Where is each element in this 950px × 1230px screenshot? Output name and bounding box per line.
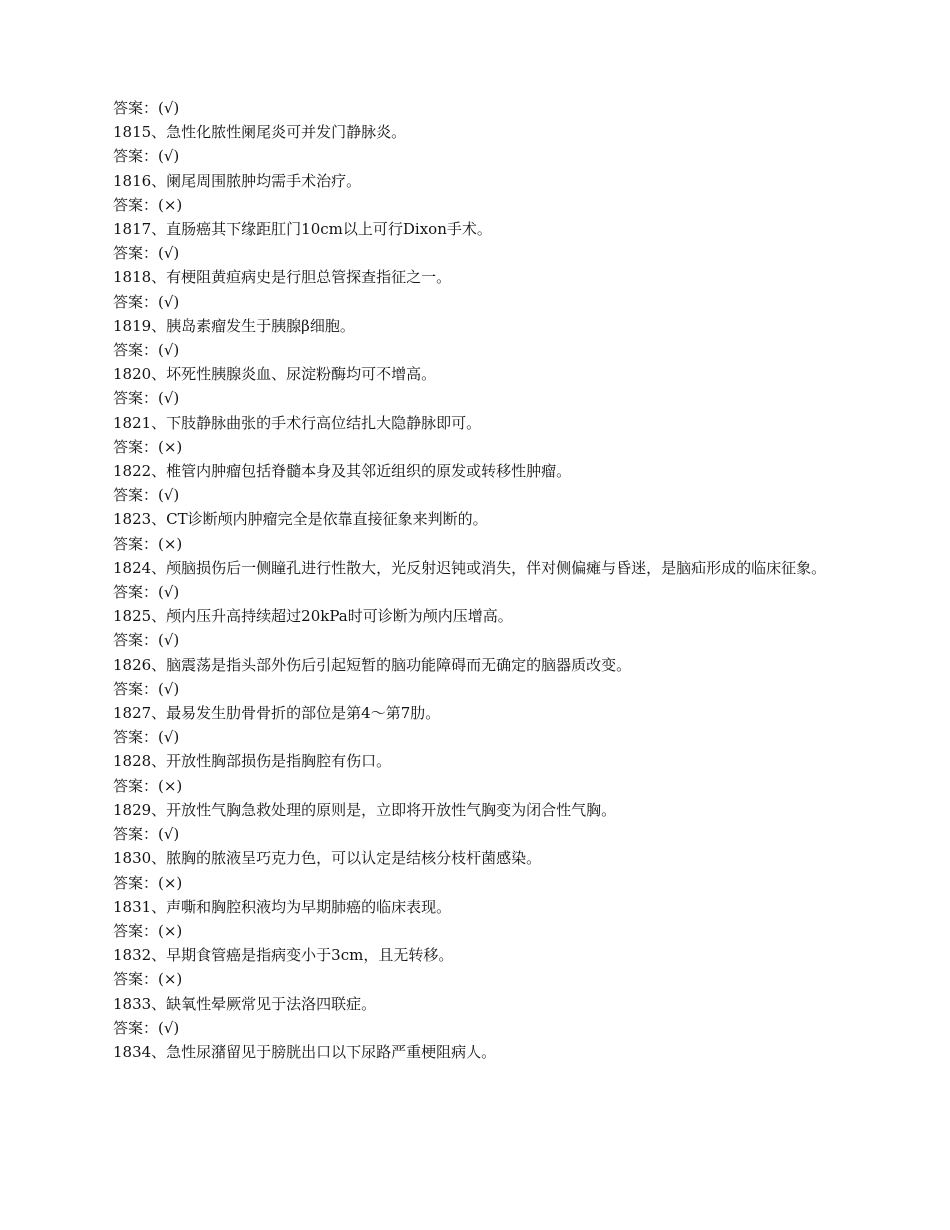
answer-text: 答案：(√) bbox=[113, 1018, 180, 1037]
answer-text: 答案：(×) bbox=[113, 970, 183, 989]
answer-text: 答案：(√) bbox=[113, 244, 180, 263]
answer-text: 答案：(×) bbox=[113, 534, 183, 553]
answer-text: 答案：(√) bbox=[113, 631, 180, 650]
answer-text: 答案：(√) bbox=[113, 486, 180, 505]
question-text: 1826、脑震荡是指头部外伤后引起短暂的脑功能障碍而无确定的脑器质改变。 bbox=[113, 655, 632, 674]
question-text: 1819、胰岛素瘤发生于胰腺β细胞。 bbox=[113, 316, 355, 335]
question-text: 1830、脓胸的脓液呈巧克力色，可以认定是结核分枝杆菌感染。 bbox=[113, 849, 542, 868]
answer-text: 答案：(√) bbox=[113, 825, 180, 844]
question-text: 1818、有梗阻黄疸病史是行胆总管探查指征之一。 bbox=[113, 268, 452, 287]
answer-text: 答案：(×) bbox=[113, 776, 183, 795]
question-text: 1815、急性化脓性阑尾炎可并发门静脉炎。 bbox=[113, 123, 407, 142]
question-text: 1829、开放性气胸急救处理的原则是，立即将开放性气胸变为闭合性气胸。 bbox=[113, 800, 617, 819]
question-text: 1834、急性尿潴留见于膀胱出口以下尿路严重梗阻病人。 bbox=[113, 1042, 497, 1061]
answer-text: 答案：(√) bbox=[113, 341, 180, 360]
question-text: 1828、开放性胸部损伤是指胸腔有伤口。 bbox=[113, 752, 392, 771]
answer-text: 答案：(√) bbox=[113, 583, 180, 602]
question-text: 1817、直肠癌其下缘距肛门10cm以上可行Dixon手术。 bbox=[113, 220, 492, 239]
document-page bbox=[113, 96, 843, 1064]
question-text: 1823、CT诊断颅内肿瘤完全是依靠直接征象来判断的。 bbox=[113, 510, 488, 529]
answer-text: 答案：(×) bbox=[113, 437, 183, 456]
question-text: 1831、声嘶和胸腔积液均为早期肺癌的临床表现。 bbox=[113, 897, 452, 916]
question-text: 1824、颅脑损伤后一侧瞳孔进行性散大，光反射迟钝或消失，伴对侧偏瘫与昏迷，是脑疝形成的临床征象。 bbox=[113, 558, 827, 577]
answer-text: 答案：(√) bbox=[113, 147, 180, 166]
answer-text: 答案：(√) bbox=[113, 728, 180, 747]
answer-text: 答案：(×) bbox=[113, 921, 183, 940]
question-text: 1833、缺氧性晕厥常见于法洛四联症。 bbox=[113, 994, 377, 1013]
answer-text: 答案：(√) bbox=[113, 679, 180, 698]
question-text: 1816、阑尾周围脓肿均需手术治疗。 bbox=[113, 171, 362, 190]
question-text: 1822、椎管内肿瘤包括脊髓本身及其邻近组织的原发或转移性肿瘤。 bbox=[113, 462, 572, 481]
answer-text: 答案：(×) bbox=[113, 195, 183, 214]
question-list bbox=[113, 120, 843, 1064]
lead-answer: 答案：(√) bbox=[113, 99, 180, 117]
question-text: 1832、早期食管癌是指病变小于3cm，且无转移。 bbox=[113, 946, 454, 965]
answer-text: 答案：(√) bbox=[113, 292, 180, 311]
question-text: 1827、最易发生肋骨骨折的部位是第4～第7肋。 bbox=[113, 704, 441, 723]
question-text: 1821、下肢静脉曲张的手术行高位结扎大隐静脉即可。 bbox=[113, 413, 482, 432]
answer-text: 答案：(×) bbox=[113, 873, 183, 892]
answer-text: 答案：(√) bbox=[113, 389, 180, 408]
question-text: 1820、坏死性胰腺炎血、尿淀粉酶均可不增高。 bbox=[113, 365, 437, 384]
question-text: 1825、颅内压升高持续超过20kPa时可诊断为颅内压增高。 bbox=[113, 607, 513, 626]
